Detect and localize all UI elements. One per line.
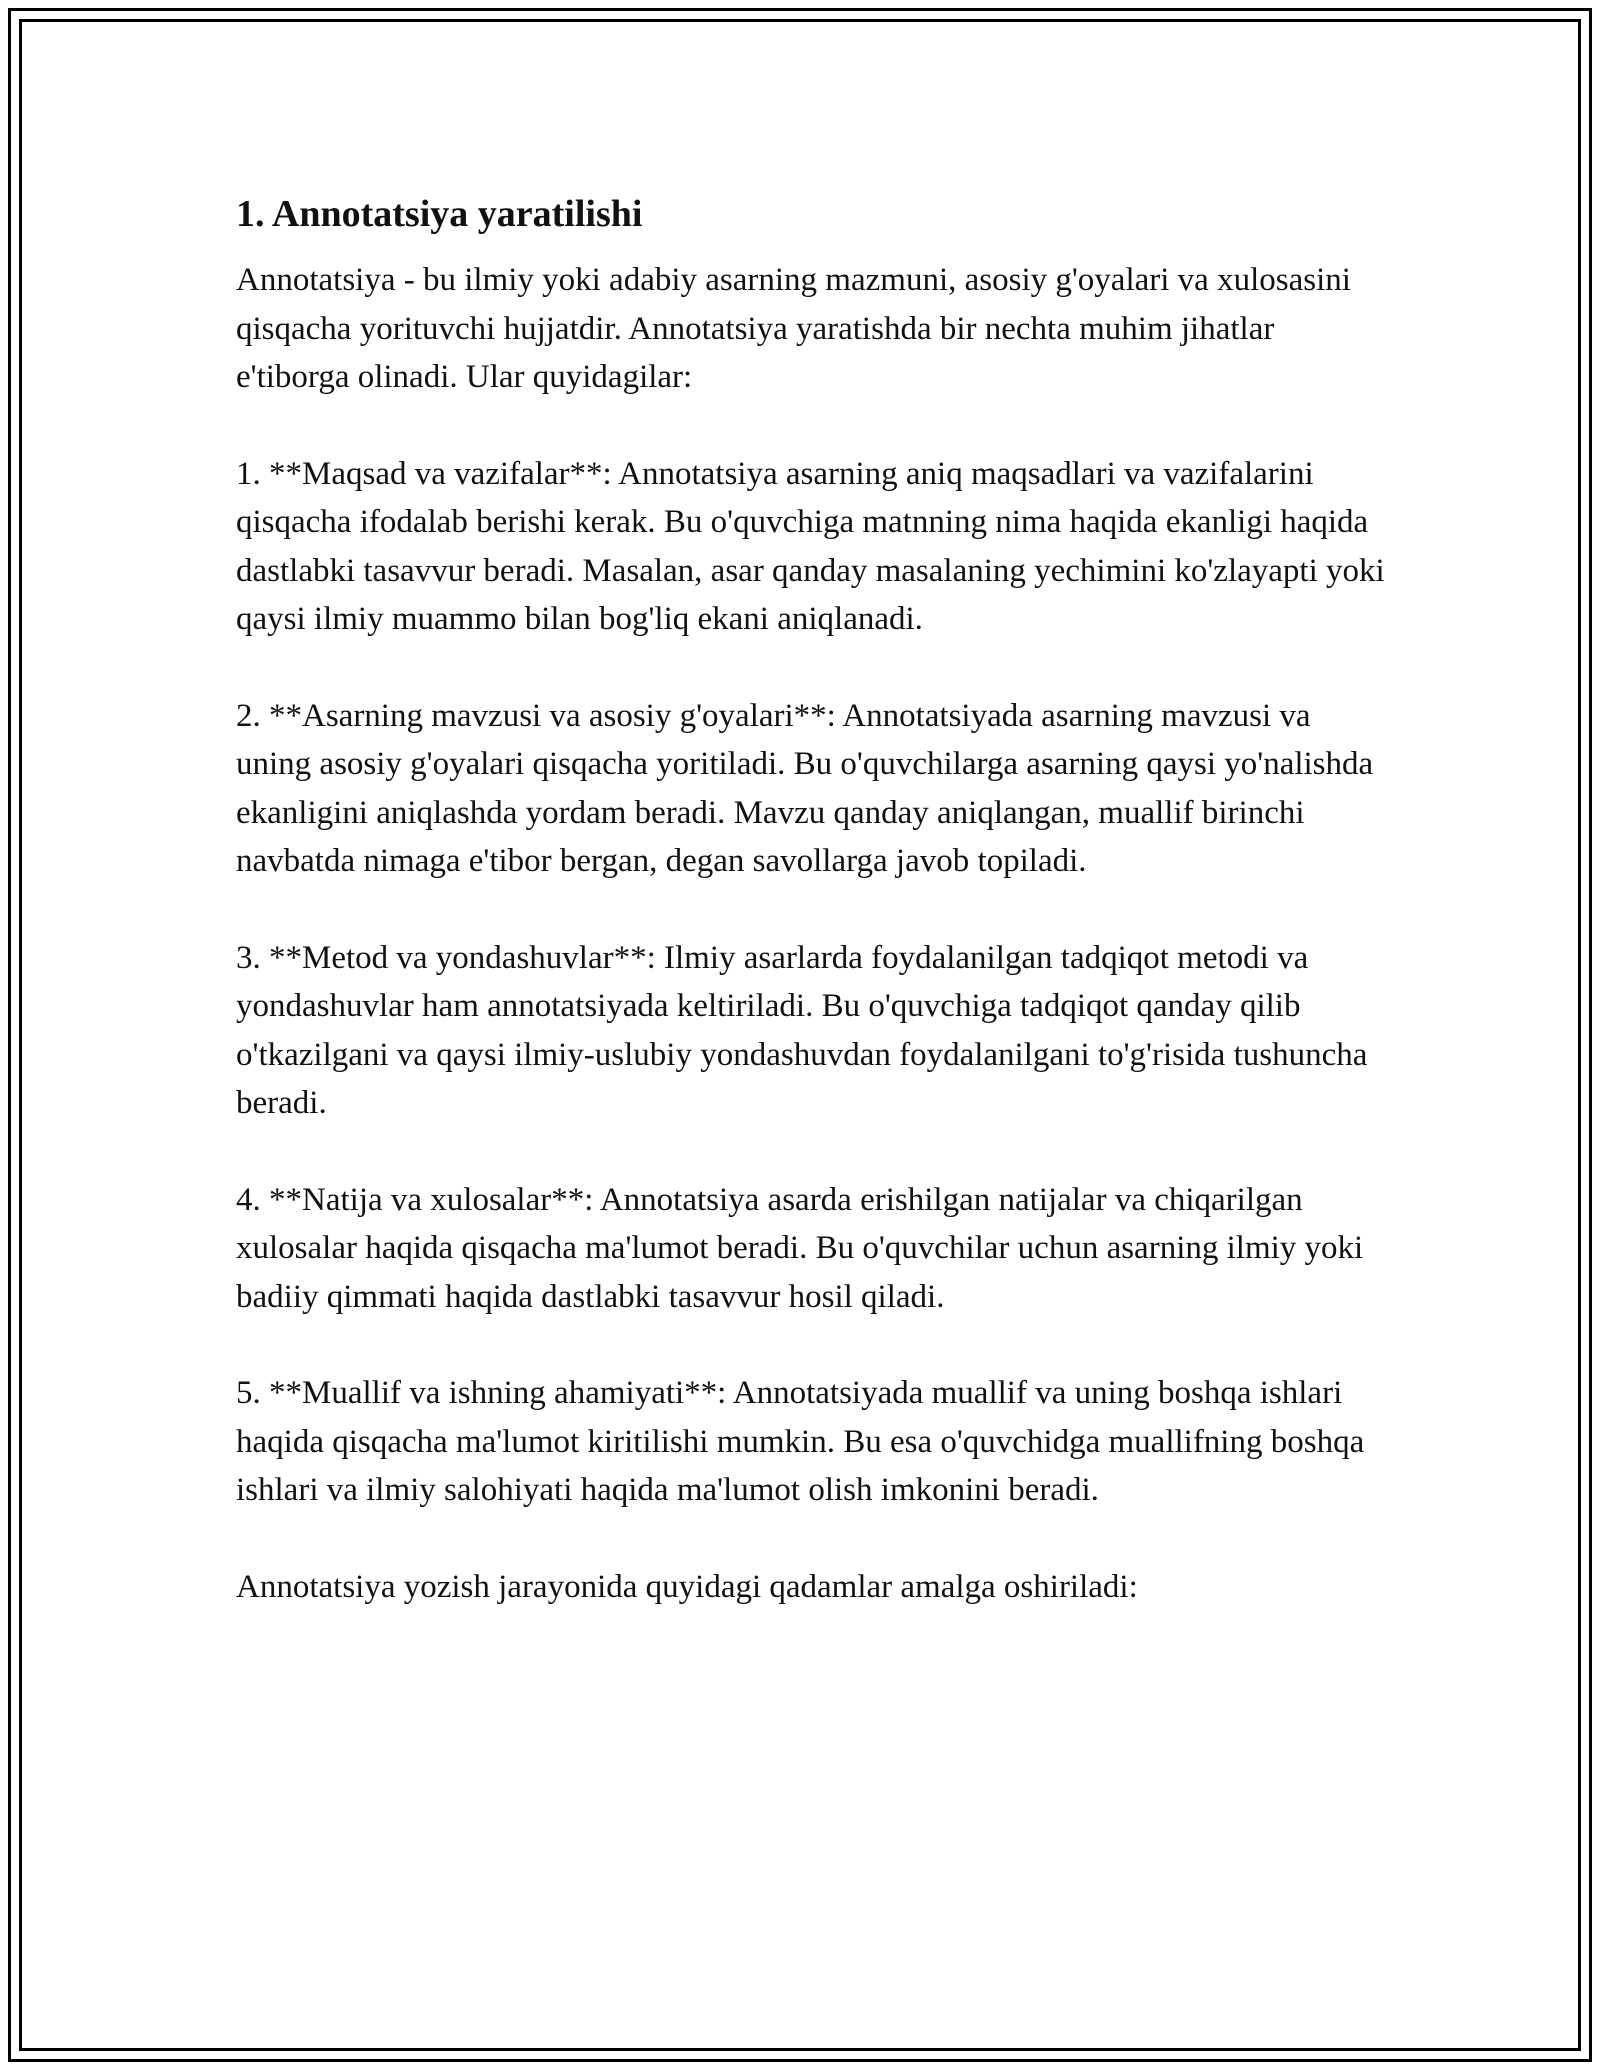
list-item-paragraph-3: 3. **Metod va yondashuvlar**: Ilmiy asarlarda foydalanilgan tadqiqot metodi va yondashuvlar ham annotatsiyada keltiriladi. Bu o'quvchiga tadqiqot qanday qilib o'tkazilgani va qaysi ilmiy-uslubiy yondashuvdan foydalanilgani to'g'risida tushuncha beradi.: [236, 939, 1368, 1121]
closing-paragraph: Annotatsiya yozish jarayonida quyidagi qadamlar amalga oshiriladi:: [236, 1568, 1138, 1605]
list-item-paragraph-2: 2. **Asarning mavzusi va asosiy g'oyalari**: Annotatsiyada asarning mavzusi va uning asosiy g'oyalari qisqacha yoritiladi. Bu o'quvchilarga asarning qaysi yo'nalishda ekanligini aniqlashda yordam beradi. Mavzu qanday aniqlangan, muallif birinchi navbatda nimaga e'tibor bergan, degan savollarga javob topiladi.: [236, 697, 1374, 879]
document-body: [236, 186, 1386, 1611]
section-heading: 1. Annotatsiya yaratilishi: [236, 193, 643, 235]
intro-paragraph: Annotatsiya - bu ilmiy yoki adabiy asarning mazmuni, asosiy g'oyalari va xulosasini qisqacha yorituvchi hujjatdir. Annotatsiya yaratishda bir nechta muhim jihatlar e'tiborga olinadi. Ular quyidagilar:: [236, 262, 1351, 395]
list-item-paragraph-4: 4. **Natija va xulosalar**: Annotatsiya asarda erishilgan natijalar va chiqarilgan xulosalar haqida qisqacha ma'lumot beradi. Bu o'quvchilar uchun asarning ilmiy yoki badiiy qimmati haqida dastlabki tasavvur hosil qiladi.: [236, 1181, 1364, 1315]
list-item-paragraph-1: 1. **Maqsad va vazifalar**: Annotatsiya asarning aniq maqsadlari va vazifalarini qisqacha ifodalab berishi kerak. Bu o'quvchiga matnning nima haqida ekanligi haqida dastlabki tasavvur beradi. Masalan, asar qanday masalaning yechimini ko'zlayapti yoki qaysi ilmiy muammo bilan bog'liq ekani aniqlanadi.: [236, 455, 1385, 637]
list-item-paragraph-5: 5. **Muallif va ishning ahamiyati**: Annotatsiyada muallif va uning boshqa ishlari haqida qisqacha ma'lumot kiritilishi mumkin. Bu esa o'quvchidga muallifning boshqa ishlari va ilmiy salohiyati haqida ma'lumot olish imkonini beradi.: [236, 1375, 1365, 1508]
